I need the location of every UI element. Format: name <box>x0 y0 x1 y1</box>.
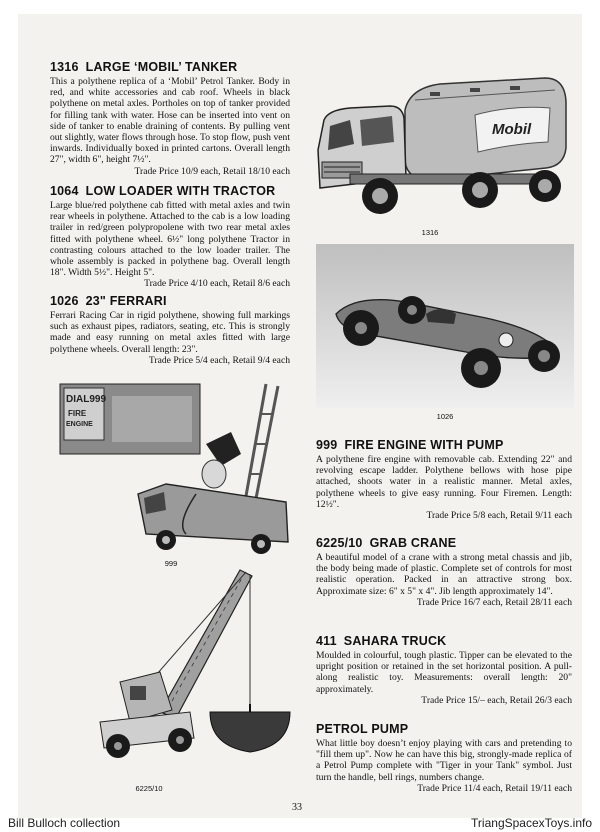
tanker-photo <box>310 70 570 230</box>
footer-site: TriangSpacexToys.info <box>471 816 592 830</box>
product-description: A polythene fire engine with removable cab. Extending 22" and revolving escape ladder. Polythene bellows with hose pipe attached, shoots water in a realistic manner. Metal axles, polythene wheels to give easy running. Four Firemen. Length: 12½". <box>316 454 572 510</box>
product-1064 <box>50 184 290 290</box>
product-description: What little boy doesn’t enjoy playing with cars and pretending to "fill them up". Now he can have this big, strongly-made replica of a Petrol Pump complete with "Tiger in your Tank" symbol. Just turn the handle, bell rings, numbers change. <box>316 738 572 783</box>
product-description: Ferrari Racing Car in rigid polythene, showing full markings such as exhaust pipes, radiators, seating, etc. This is strongly made and easy running on metal axles fitted with large polythene wheels. Overall length: 23". <box>50 310 290 355</box>
product-number: 999 <box>316 438 338 452</box>
product-name: FIRE ENGINE WITH PUMP <box>344 438 504 452</box>
crane-photo <box>90 562 300 772</box>
product-title <box>316 536 572 550</box>
product-title <box>316 438 572 452</box>
fire-engine-caption: 999 <box>164 559 178 568</box>
product-description: A beautiful model of a crane with a strong metal chassis and jib, the body being made of plastic. Complete set of controls for most realistic operation. Packed in an attractive strong box. Approximate size: 6" x 5" x 4". Jib length approximately 14". <box>316 552 572 597</box>
product-name: PETROL PUMP <box>316 722 409 736</box>
product-price: Trade Price 5/4 each, Retail 9/4 each <box>148 354 290 366</box>
box-dial-text: DIAL999 <box>66 394 107 405</box>
product-number: 1026 <box>50 294 79 308</box>
catalogue-page <box>18 14 582 818</box>
product-price: Trade Price 15/– each, Retail 26/3 each <box>421 694 572 706</box>
product-411 <box>316 634 572 707</box>
box-fire-text: FIRE <box>68 409 87 418</box>
product-title <box>50 294 290 308</box>
box-engine-text: ENGINE <box>66 421 93 428</box>
product-description: Moulded in colourful, tough plastic. Tipper can be elevated to the upright position or retained in the set horizontal position. A pull-along realistic toy. Measurements: overall length: 20" approximately. <box>316 650 572 695</box>
product-title <box>316 634 572 648</box>
product-title <box>50 184 290 198</box>
product-1026 <box>50 294 290 367</box>
ferrari-caption: 1026 <box>436 412 454 421</box>
tanker-caption: 1316 <box>421 228 439 237</box>
product-6225-10 <box>316 536 572 609</box>
product-description: Large blue/red polythene cab fitted with metal axles and twin rear wheels in polythene. Attached to the cab is a low loading trailer in red/green polypropolene with two rear metal axles fitted with polythene wheel. 6½" long polythene Tractor in contrasting colours attached to the low loader trailer. The whole assembly is packed in polythene bag. Overall length 18". Width 5½". Height 5". <box>50 200 290 279</box>
product-number: 411 <box>316 634 337 648</box>
footer-credit: Bill Bulloch collection <box>8 816 121 830</box>
product-description: This a polythene replica of a ‘Mobil’ Petrol Tanker. Body in red, and white accessories and cab roof. Wheels in black polythene on metal axles. Portholes on top of tanker provided for filling tank with water. Hose can be inserted into vent on side of tanker to enable draining of contents. By pulling vent out slightly, water flows through hose. To stop flow, push vent inwards. Individually boxed in printed cartons. Overall length 27", width 6", height 7½". <box>50 76 290 166</box>
product-title <box>316 722 572 736</box>
product-name: GRAB CRANE <box>369 536 457 550</box>
ferrari-photo <box>316 244 574 408</box>
page-number: 33 <box>292 802 302 813</box>
product-price: Trade Price 11/4 each, Retail 19/11 each <box>417 782 572 794</box>
product-petrol-pump <box>316 722 572 795</box>
product-1316 <box>50 60 290 178</box>
product-price: Trade Price 4/10 each, Retail 8/6 each <box>144 278 290 290</box>
product-name: LOW LOADER WITH TRACTOR <box>85 184 276 198</box>
product-999 <box>316 438 572 522</box>
product-name: SAHARA TRUCK <box>343 634 447 648</box>
product-name: LARGE ‘MOBIL’ TANKER <box>85 60 238 74</box>
mobil-logo-text: Mobil <box>492 121 532 138</box>
product-name: 23" FERRARI <box>85 294 167 308</box>
product-number: 1064 <box>50 184 79 198</box>
product-number: 6225/10 <box>316 536 363 550</box>
product-price: Trade Price 10/9 each, Retail 18/10 each <box>134 165 290 177</box>
crane-caption: 6225/10 <box>135 784 163 793</box>
product-price: Trade Price 16/7 each, Retail 28/11 each <box>416 596 572 608</box>
product-number: 1316 <box>50 60 79 74</box>
product-price: Trade Price 5/8 each, Retail 9/11 each <box>426 510 572 522</box>
product-title <box>50 60 290 74</box>
fire-engine-photo <box>56 374 296 554</box>
